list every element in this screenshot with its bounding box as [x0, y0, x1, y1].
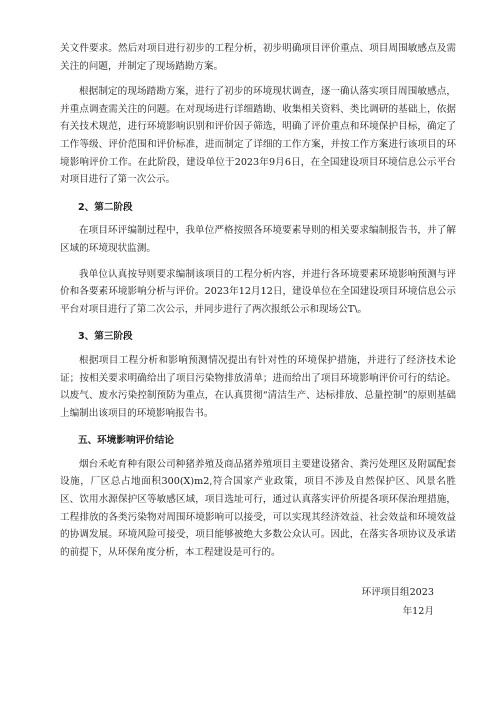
- spacer: [60, 258, 456, 266]
- stage-3-paragraph-1: 根据项目工程分析和影响预测情况提出有针对性的环境保护措施，并进行了经济技术论证；按相关要求明确给出了项目污染物排放清单；进而给出了项目环境影响评价可行的结论。以废气、废水污染控制预防为重点，在认真贯彻“清洁生产、达标排放、总量控制”的原则基础上编制出该项目的环境影响报告书。: [60, 354, 456, 419]
- signature-block: [60, 583, 456, 621]
- stage-2-paragraph-2: 我单位认真按导则要求编制该项目的工程分析内容，并进行各环境要素环境影响预测与评价和各要素环境影响分析与评价。2023年12月12日，建设单位在全国建设项目环境信息公示平台对项目进行了第二次公示，并同步进行了两次报纸公示和现场公T\。: [60, 268, 456, 315]
- intro-paragraph-1: 关文件要求。然后对项目进行初步的工程分析，初步明确项目评价重点、项目周围敏感点及需关注的问题，并制定了现场踏勘方案。: [60, 43, 456, 72]
- stage-2-paragraph-1: 在项目环评编制过程中，我单位严格按照各环境要素导则的相关要求编制报告书，并了解区域的环境现状监测。: [60, 225, 456, 254]
- section-heading-stage-2: 2、第二阶段: [78, 201, 133, 213]
- section-heading-conclusion: 五、环境影响评价结论: [78, 435, 174, 447]
- conclusion-paragraph: 烟台禾屹育种有限公司种猪养殖及商品猪养殖项目主要建设猪舍、粪污处理区及附属配套设施，厂区总占地面积300(X)m2,符合国家产业政策，项目不涉及自然保护区、风景名胜区、饮用水源保护区等敏感区域，项目选址可行，通过认真落实评价所提各项环保治理措施，工程排放的各类污染物对周围环境影响可以接受，可以实现其经济效益、社会效益和环境效益的协调发展。环境风险可接受，项目能够被绝大多数公众认可。因此，在落实各项协议及承诺的前提下，从环保角度分析，本工程建设是可行的。: [60, 458, 456, 558]
- section-heading-stage-3: 3、第三阶段: [78, 331, 133, 343]
- signature-date: 年12月: [402, 606, 434, 618]
- spacer: [60, 75, 456, 83]
- intro-paragraph-2: 根据制定的现场踏勘方案，进行了初步的环境现状调查，逐一确认落实项目周围敏感点，并重点调查需关注的问题。在对现场进行详细踏勘、收集相关资料、类比调研的基础上，依据有关技术规范，进行环境影响识别和评价因子筛选，明确了评价重点和环境保护目标，确定了工作等级、评价范围和评价标准，进而制定了详细的工作方案，并按工作方案进行该项目的环境影响评价工作。在此阶段，建设单位于2023年9月6日，在全国建设项目环境信息公示平台对项目进行了第一次公示。: [60, 86, 456, 186]
- signature-org: 环评项目组2023: [361, 587, 434, 599]
